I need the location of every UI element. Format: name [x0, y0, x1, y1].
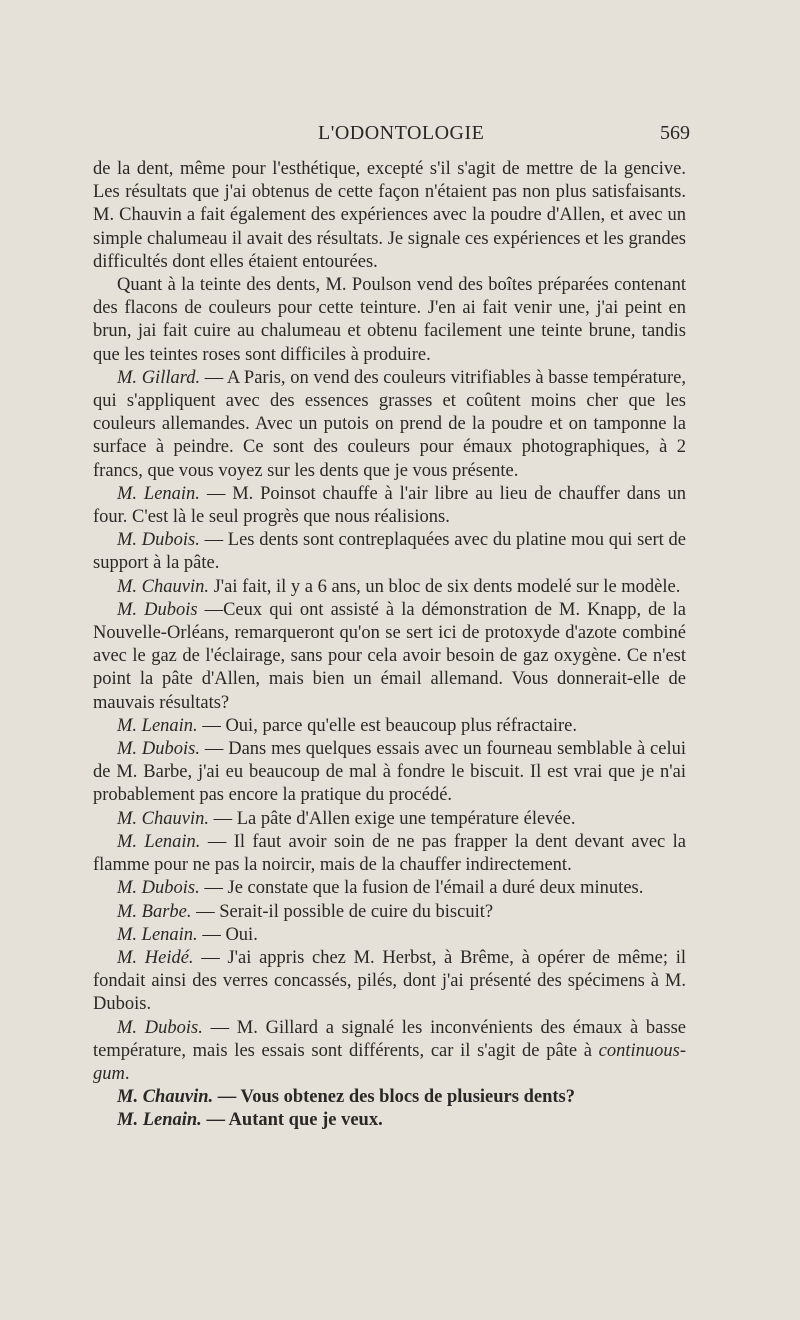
page-header: [0, 122, 800, 152]
paragraph-2: Quant à la teinte des dents, M. Poulson vend des boîtes préparées contenant des flacons de couleurs pour cette teinture. J'en ai fait venir une, j'ai peint en brun, jai fait cuire au chalumeau et obtenu facilement une teinte brune, tandis que les teintes roses sont difficiles à produire.: [93, 275, 686, 365]
paragraph-16: [93, 1017, 686, 1087]
page-number: 569: [660, 122, 690, 144]
speech-text: — Autant que je veux.: [201, 1110, 383, 1131]
speech-text: — M. Poinsot chauffe à l'air libre au lieu de chauffer dans un four. C'est là le seul progrès que nous réalisions.: [93, 483, 686, 528]
paragraph-6: [93, 576, 686, 599]
speech-text: — La pâte d'Allen exige une température élevée.: [208, 808, 576, 829]
paragraph-18: [93, 1109, 686, 1132]
speech-text: — Je constate que la fusion de l'émail a duré deux minutes.: [199, 878, 644, 899]
paragraph-13: [93, 901, 686, 924]
speech-text: — Les dents sont contreplaquées avec du platine mou qui sert de support à la pâte.: [93, 530, 686, 574]
speech-text: — Oui.: [197, 924, 258, 945]
paragraph-1: de la dent, même pour l'esthétique, excepté s'il s'agit de mettre de la gencive. Les résultats que j'ai obtenus de cette façon n'étaient pas non plus satisfaisants. M. Chauvin a fait également des expériences avec la poudre d'Allen, et avec un simple chalumeau il avait des résultats. Je signale ces expériences et les grandes difficultés dont elles étaient entourées.: [93, 159, 686, 272]
running-title: L'ODONTOLOGIE: [318, 122, 485, 144]
paragraph-3: [93, 367, 686, 483]
paragraph-9: [93, 738, 686, 808]
speech-text: — A Paris, on vend des couleurs vitrifiables à basse température, qui s'appliquent avec des essences grasses et coûtent moins cher que les couleurs allemandes. Avec un putois on prend de la poudre et on tamponne la surface à peindre. Ce sont des couleurs pour émaux photographiques, à 2 francs, que vous voyez sur les dents que je vous présente.: [93, 367, 686, 481]
speaker-name: M. Lenain.: [117, 831, 201, 852]
speaker-name: M. Barbe.: [117, 901, 192, 922]
paragraph-4: [93, 483, 686, 529]
speaker-name: M. Chauvin.: [117, 808, 209, 829]
speaker-name: M. Heidé.: [117, 947, 194, 968]
speaker-name: M. Lenain.: [117, 924, 198, 945]
paragraph-5: [93, 529, 686, 575]
speaker-name: M. Lenain.: [117, 483, 200, 504]
speech-text: — Oui, parce qu'elle est beaucoup plus réfractaire.: [197, 715, 578, 736]
speech-text: J'ai fait, il y a 6 ans, un bloc de six dents modelé sur le modèle.: [208, 576, 681, 597]
speaker-name: M. Chauvin.: [117, 576, 209, 597]
speaker-name: M. Gillard.: [117, 367, 201, 388]
speech-text: — Il faut avoir soin de ne pas frapper la dent devant avec la flamme pour ne pas la noircir, mais de la chauffer indirectement.: [93, 831, 686, 876]
speech-text: — J'ai appris chez M. Herbst, à Brême, à opérer de même; il fondait ainsi des verres concassés, pilés, dont j'ai présenté des spécimens à M. Dubois.: [93, 947, 686, 1015]
speaker-name: M. Dubois: [117, 599, 198, 620]
speaker-name: M. Dubois.: [117, 1017, 203, 1038]
speech-text: — Dans mes quelques essais avec un fourneau semblable à celui de M. Barbe, j'ai eu beaucoup de mal à fondre le biscuit. Il est vrai que je n'ai probablement pas encore la pratique du procédé.: [93, 739, 686, 806]
emphasized-term: continuous-gum: [93, 1040, 686, 1084]
paragraph-12: [93, 877, 686, 900]
paragraph-17: [93, 1086, 686, 1109]
paragraph-8: [93, 715, 686, 738]
speaker-name: M. Lenain.: [117, 1110, 202, 1131]
speaker-name: M. Dubois.: [117, 739, 200, 760]
paragraph-15: [93, 947, 686, 1017]
speech-text: — Vous obtenez des blocs de plusieurs dents?: [213, 1087, 575, 1108]
paragraph-10: [93, 808, 686, 831]
paragraph-14: [93, 924, 686, 947]
speaker-name: M. Dubois.: [117, 530, 200, 551]
paragraph-11: [93, 831, 686, 877]
paragraph-7: [93, 599, 686, 715]
speech-text-end: .: [124, 1063, 130, 1084]
speaker-name: M. Chauvin.: [117, 1087, 214, 1108]
speech-text: — M. Gillard a signalé les inconvénients des émaux à basse température, mais les essais sont différents, car il s'agit de pâte à: [93, 1017, 686, 1061]
speaker-name: M. Dubois.: [117, 878, 200, 899]
speaker-name: M. Lenain.: [117, 715, 198, 736]
speech-text: — Serait-il possible de cuire du biscuit?: [191, 901, 494, 922]
body-text: [93, 158, 686, 1133]
speech-text: —Ceux qui ont assisté à la démonstration de M. Knapp, de la Nouvelle-Orléans, remarqueront qu'on se sert ici de protoxyde d'azote combiné avec le gaz de l'éclairage, sans pour cela avoir besoin de gaz oxygène. Ce n'est point la pâte d'Allen, mais bien un émail allemand. Vous donnerait-elle de mauvais résultats?: [93, 599, 686, 713]
